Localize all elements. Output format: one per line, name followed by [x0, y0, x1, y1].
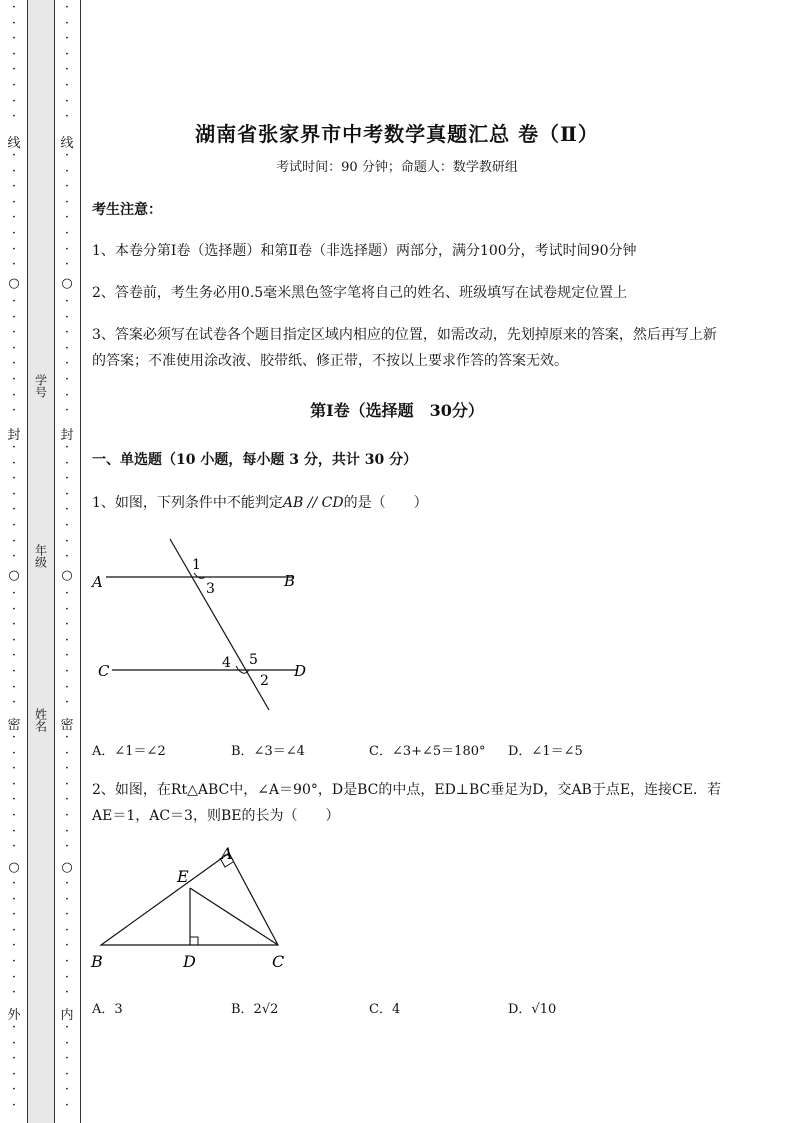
label-A: A	[221, 844, 233, 863]
binding-mark-inner: 内	[60, 1008, 74, 1023]
label-B: B	[91, 952, 103, 971]
dot-column-outer: · · · · · · · ·	[11, 294, 17, 419]
dot-column-inner: · · · · · · · ·	[64, 440, 70, 565]
dot-column-outer: · · · · · · · ·	[11, 586, 17, 711]
right-angle-d	[190, 937, 198, 945]
name-field-label	[28, 708, 52, 736]
part1-heading: 一、单选题（10 小题，每小题 3 分，共计 30 分）	[92, 452, 418, 468]
label-angle-1: 1	[192, 557, 201, 573]
dot-column-outer: · · · · · · · ·	[11, 148, 17, 273]
dot-column-inner: · · · · · · · ·	[64, 586, 70, 711]
exam-title: 湖南省张家界市中考数学真题汇总 卷（Ⅱ）	[195, 122, 599, 146]
binding-mark-circle: ○	[8, 860, 20, 875]
exam-subtitle: 考试时间：90 分钟；命题人：数学教研组	[276, 160, 518, 175]
binding-mark-seal: 封	[7, 428, 21, 443]
label-angle-4: 4	[222, 655, 231, 671]
notice-heading: 考生注意：	[92, 202, 162, 218]
notice-item-3: 3、答案必须写在试卷各个题目指定区域内相应的位置，如需改动，先划掉原来的答案，然后再写上新	[92, 327, 717, 343]
binding-mark-seal: 封	[60, 428, 74, 443]
dot-column-outer: · · · · · · · ·	[11, 440, 17, 565]
q1-option-b[interactable]: B．∠3＝∠4	[231, 744, 305, 759]
dot-column-inner: · · · · · · · ·	[64, 294, 70, 419]
binding-mark-outer: 外	[7, 1008, 21, 1023]
notice-item-2: 2、答卷前，考生务必用0.5毫米黑色签字笔将自己的姓名、班级填写在试卷规定位置上	[92, 285, 628, 301]
binding-mark-line: 线	[7, 136, 21, 151]
q1-suffix: 的是（ ）	[343, 495, 428, 511]
binding-mark-circle: ○	[8, 276, 20, 291]
dot-column-inner: · · · · · · · ·	[64, 730, 70, 855]
binding-mark-circle: ○	[8, 568, 20, 583]
label-C: C	[98, 662, 110, 680]
q1-option-a[interactable]: A．∠1＝∠2	[92, 744, 166, 759]
notice-item-1: 1、本卷分第Ⅰ卷（选择题）和第Ⅱ卷（非选择题）两部分，满分100分，考试时间90分钟	[92, 243, 637, 259]
dot-column-outer: · · · · · ·	[11, 1020, 17, 1113]
dot-column-inner: · · · · · · · ·	[64, 876, 70, 1001]
grade-field-label	[28, 544, 52, 572]
label-angle-2: 2	[260, 673, 269, 689]
label-B: B	[284, 572, 296, 590]
transversal	[170, 539, 269, 710]
q1-option-c[interactable]: C．∠3+∠5＝180°	[369, 744, 486, 759]
segment-ec	[190, 888, 278, 945]
label-C: C	[272, 952, 285, 971]
q2-option-a[interactable]: A．3	[92, 1002, 123, 1017]
q2-option-c[interactable]: C．4	[369, 1002, 401, 1017]
label-A: A	[92, 573, 103, 591]
q1-math: AB // CD	[282, 495, 344, 511]
binding-mark-line: 线	[60, 136, 74, 151]
student-id-label: 学号	[33, 374, 48, 398]
q1-figure	[88, 535, 318, 715]
q1-option-d[interactable]: D．∠1＝∠5	[508, 744, 583, 759]
question-2-line2: AE＝1，AC＝3，则BE的长为（ ）	[92, 808, 340, 824]
q1-prefix: 1、如图，下列条件中不能判定	[92, 495, 283, 511]
binding-mark-circle: ○	[61, 860, 73, 875]
q2-figure	[88, 840, 298, 975]
binding-mark-circle: ○	[61, 276, 73, 291]
dot-column-outer: · · · · · · · ·	[11, 0, 17, 125]
label-E: E	[177, 867, 189, 886]
label-D: D	[183, 952, 196, 971]
dot-column-inner: · · · · · ·	[64, 1020, 70, 1113]
name-label: 姓名	[33, 708, 48, 732]
label-D: D	[294, 662, 307, 680]
binding-mark-circle: ○	[61, 568, 73, 583]
dot-column-outer: · · · · · · · ·	[11, 876, 17, 1001]
label-angle-5: 5	[249, 652, 258, 668]
dot-column-outer: · · · · · · · ·	[11, 730, 17, 855]
binding-mark-secret: 密	[60, 718, 74, 733]
q2-option-b[interactable]: B．2√2	[231, 1002, 279, 1017]
label-angle-3: 3	[206, 581, 215, 597]
binding-mark-secret: 密	[7, 718, 21, 733]
dot-column-inner: · · · · · · · ·	[64, 148, 70, 273]
notice-item-3-cont: 的答案；不准使用涂改液、胶带纸、修正带，不按以上要求作答的答案无效。	[92, 353, 568, 369]
q2-option-d[interactable]: D．√10	[508, 1002, 557, 1017]
section-title: 第Ⅰ卷（选择题 30分）	[310, 401, 484, 420]
question-1-text	[92, 490, 428, 516]
question-2-line1: 2、如图，在Rt△ABC中，∠A＝90°，D是BC的中点，ED⊥BC垂足为D，交AB于点E，连接CE．若	[92, 782, 721, 798]
dot-column-inner: · · · · · · · ·	[64, 0, 70, 125]
grade-label: 年级	[33, 544, 48, 568]
